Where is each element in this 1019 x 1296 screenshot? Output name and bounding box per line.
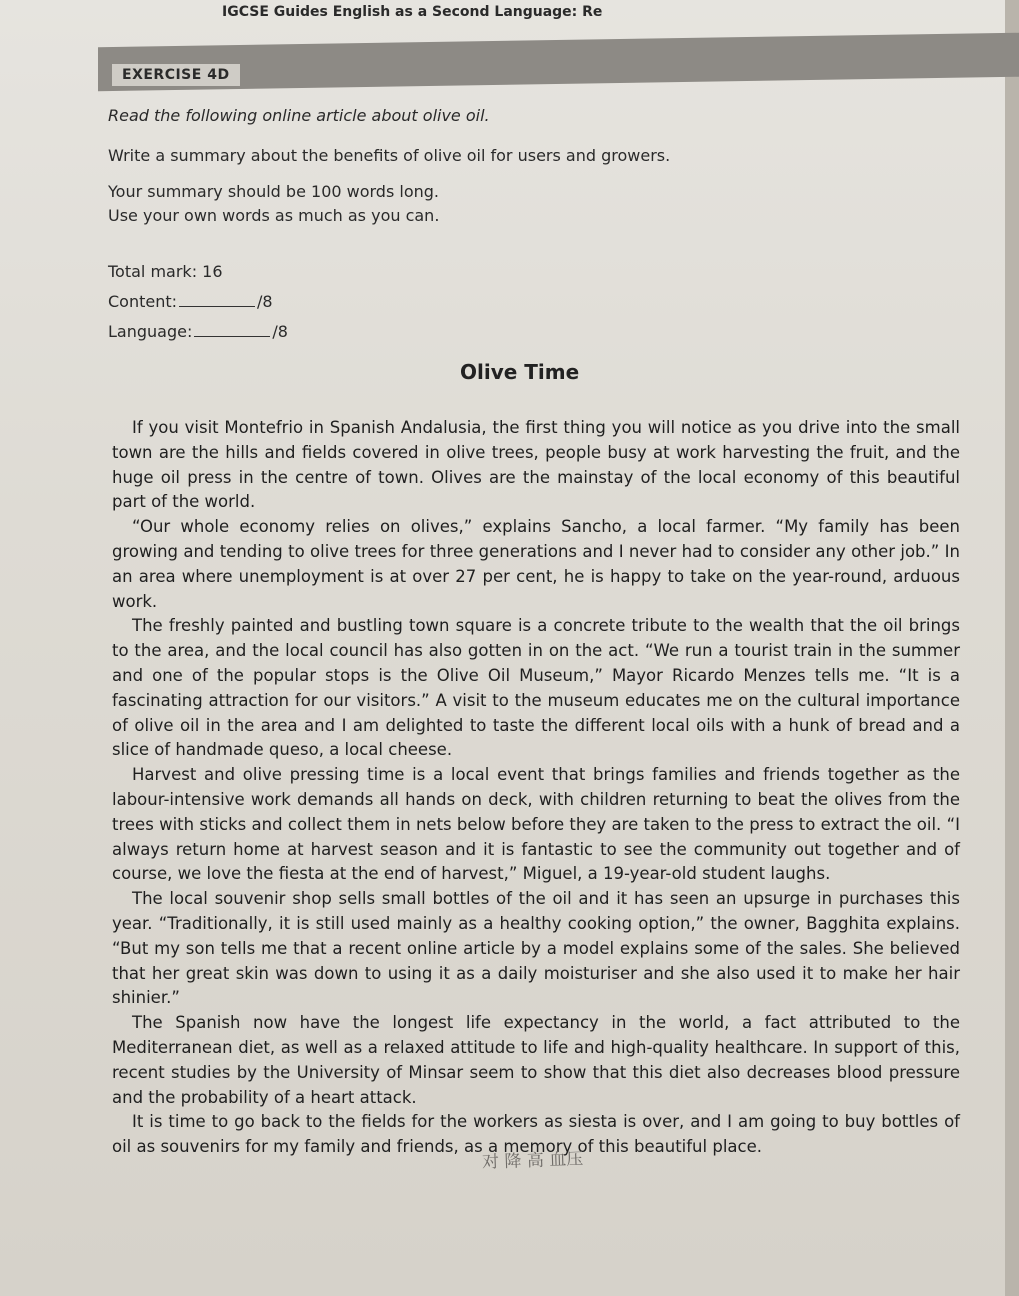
read-prompt: Read the following online article about olive oil. xyxy=(108,106,490,125)
article-body xyxy=(112,416,960,1160)
instruction-2: Your summary should be 100 words long. xyxy=(108,182,439,201)
page-edge-shadow xyxy=(1005,0,1019,1296)
article-paragraph: “Our whole economy relies on olives,” explains Sancho, a local farmer. “My family has been growing and tending to olive trees for three generations and I never had to consider any other job.” In an area where unemployment is at over 27 per cent, he is happy to take on the year-round, arduous work. xyxy=(112,517,960,611)
content-blank[interactable] xyxy=(179,306,255,307)
instruction-1: Write a summary about the benefits of olive oil for users and growers. xyxy=(108,146,671,165)
article-paragraph: The freshly painted and bustling town square is a concrete tribute to the wealth that the oil brings to the area, and the local council has also gotten in on the act. “We run a tourist train in the summer and one of the popular stops is the Olive Oil Museum,” Mayor Ricardo Menzes tells me. “It is a fascinating attraction for our visitors.” A visit to the museum educates me on the cultural importance of olive oil in the area and I am delighted to taste the different local oils with a hunk of bread and a slice of handmade queso, a local cheese. xyxy=(112,616,960,760)
content-max: /8 xyxy=(257,292,273,311)
language-max: /8 xyxy=(272,322,288,341)
article-paragraph: The Spanish now have the longest life expectancy in the world, a fact attributed to the Mediterranean diet, as well as a relaxed attitude to life and high-quality healthcare. In support of this, recent studies by the University of Minsar seem to show that this diet also decreases blood pressure and the probability of a heart attack. xyxy=(112,1013,960,1107)
content-mark-row xyxy=(108,292,273,311)
article-title: Olive Time xyxy=(460,360,580,384)
book-header: IGCSE Guides English as a Second Language: Re xyxy=(222,4,603,20)
article-paragraph: The local souvenir shop sells small bottles of the oil and it has seen an upsurge in purchases this year. “Traditionally, it is still used mainly as a healthy cooking option,” the owner, Bagghita explains. “But my son tells me that a recent online article by a model explains some of the sales. She believed that her great skin was down to using it as a daily moisturiser and she also used it to make her hair shinier.” xyxy=(112,889,960,1008)
article-paragraph: Harvest and olive pressing time is a local event that brings families and friends together as the labour-intensive work demands all hands on deck, with children returning to beat the olives from the trees with sticks and collect them in nets below before they are taken to the press to extract the oil. “I always return home at harvest season and it is fantastic to see the community out together and of course, we love the fiesta at the end of harvest,” Miguel, a 19-year-old student laughs. xyxy=(112,765,960,884)
language-mark-row xyxy=(108,322,288,341)
instruction-3: Use your own words as much as you can. xyxy=(108,206,440,225)
language-blank[interactable] xyxy=(194,336,270,337)
language-label: Language: xyxy=(108,322,193,341)
article-paragraph: It is time to go back to the fields for the workers as siesta is over, and I am going to buy bottles of oil as souvenirs for my family and friends, as a memory of this beautiful place. xyxy=(112,1112,960,1157)
exercise-label: EXERCISE 4D xyxy=(112,64,240,86)
handwritten-note: 对 降 高 血压 xyxy=(481,1149,584,1173)
total-mark: Total mark: 16 xyxy=(108,262,223,281)
article-paragraph: If you visit Montefrio in Spanish Andalusia, the first thing you will notice as you drive into the small town are the hills and fields covered in olive trees, people busy at work harvesting the fruit, and the huge oil press in the centre of town. Olives are the mainstay of the local economy of this beautiful part of the world. xyxy=(112,418,960,512)
content-label: Content: xyxy=(108,292,178,311)
